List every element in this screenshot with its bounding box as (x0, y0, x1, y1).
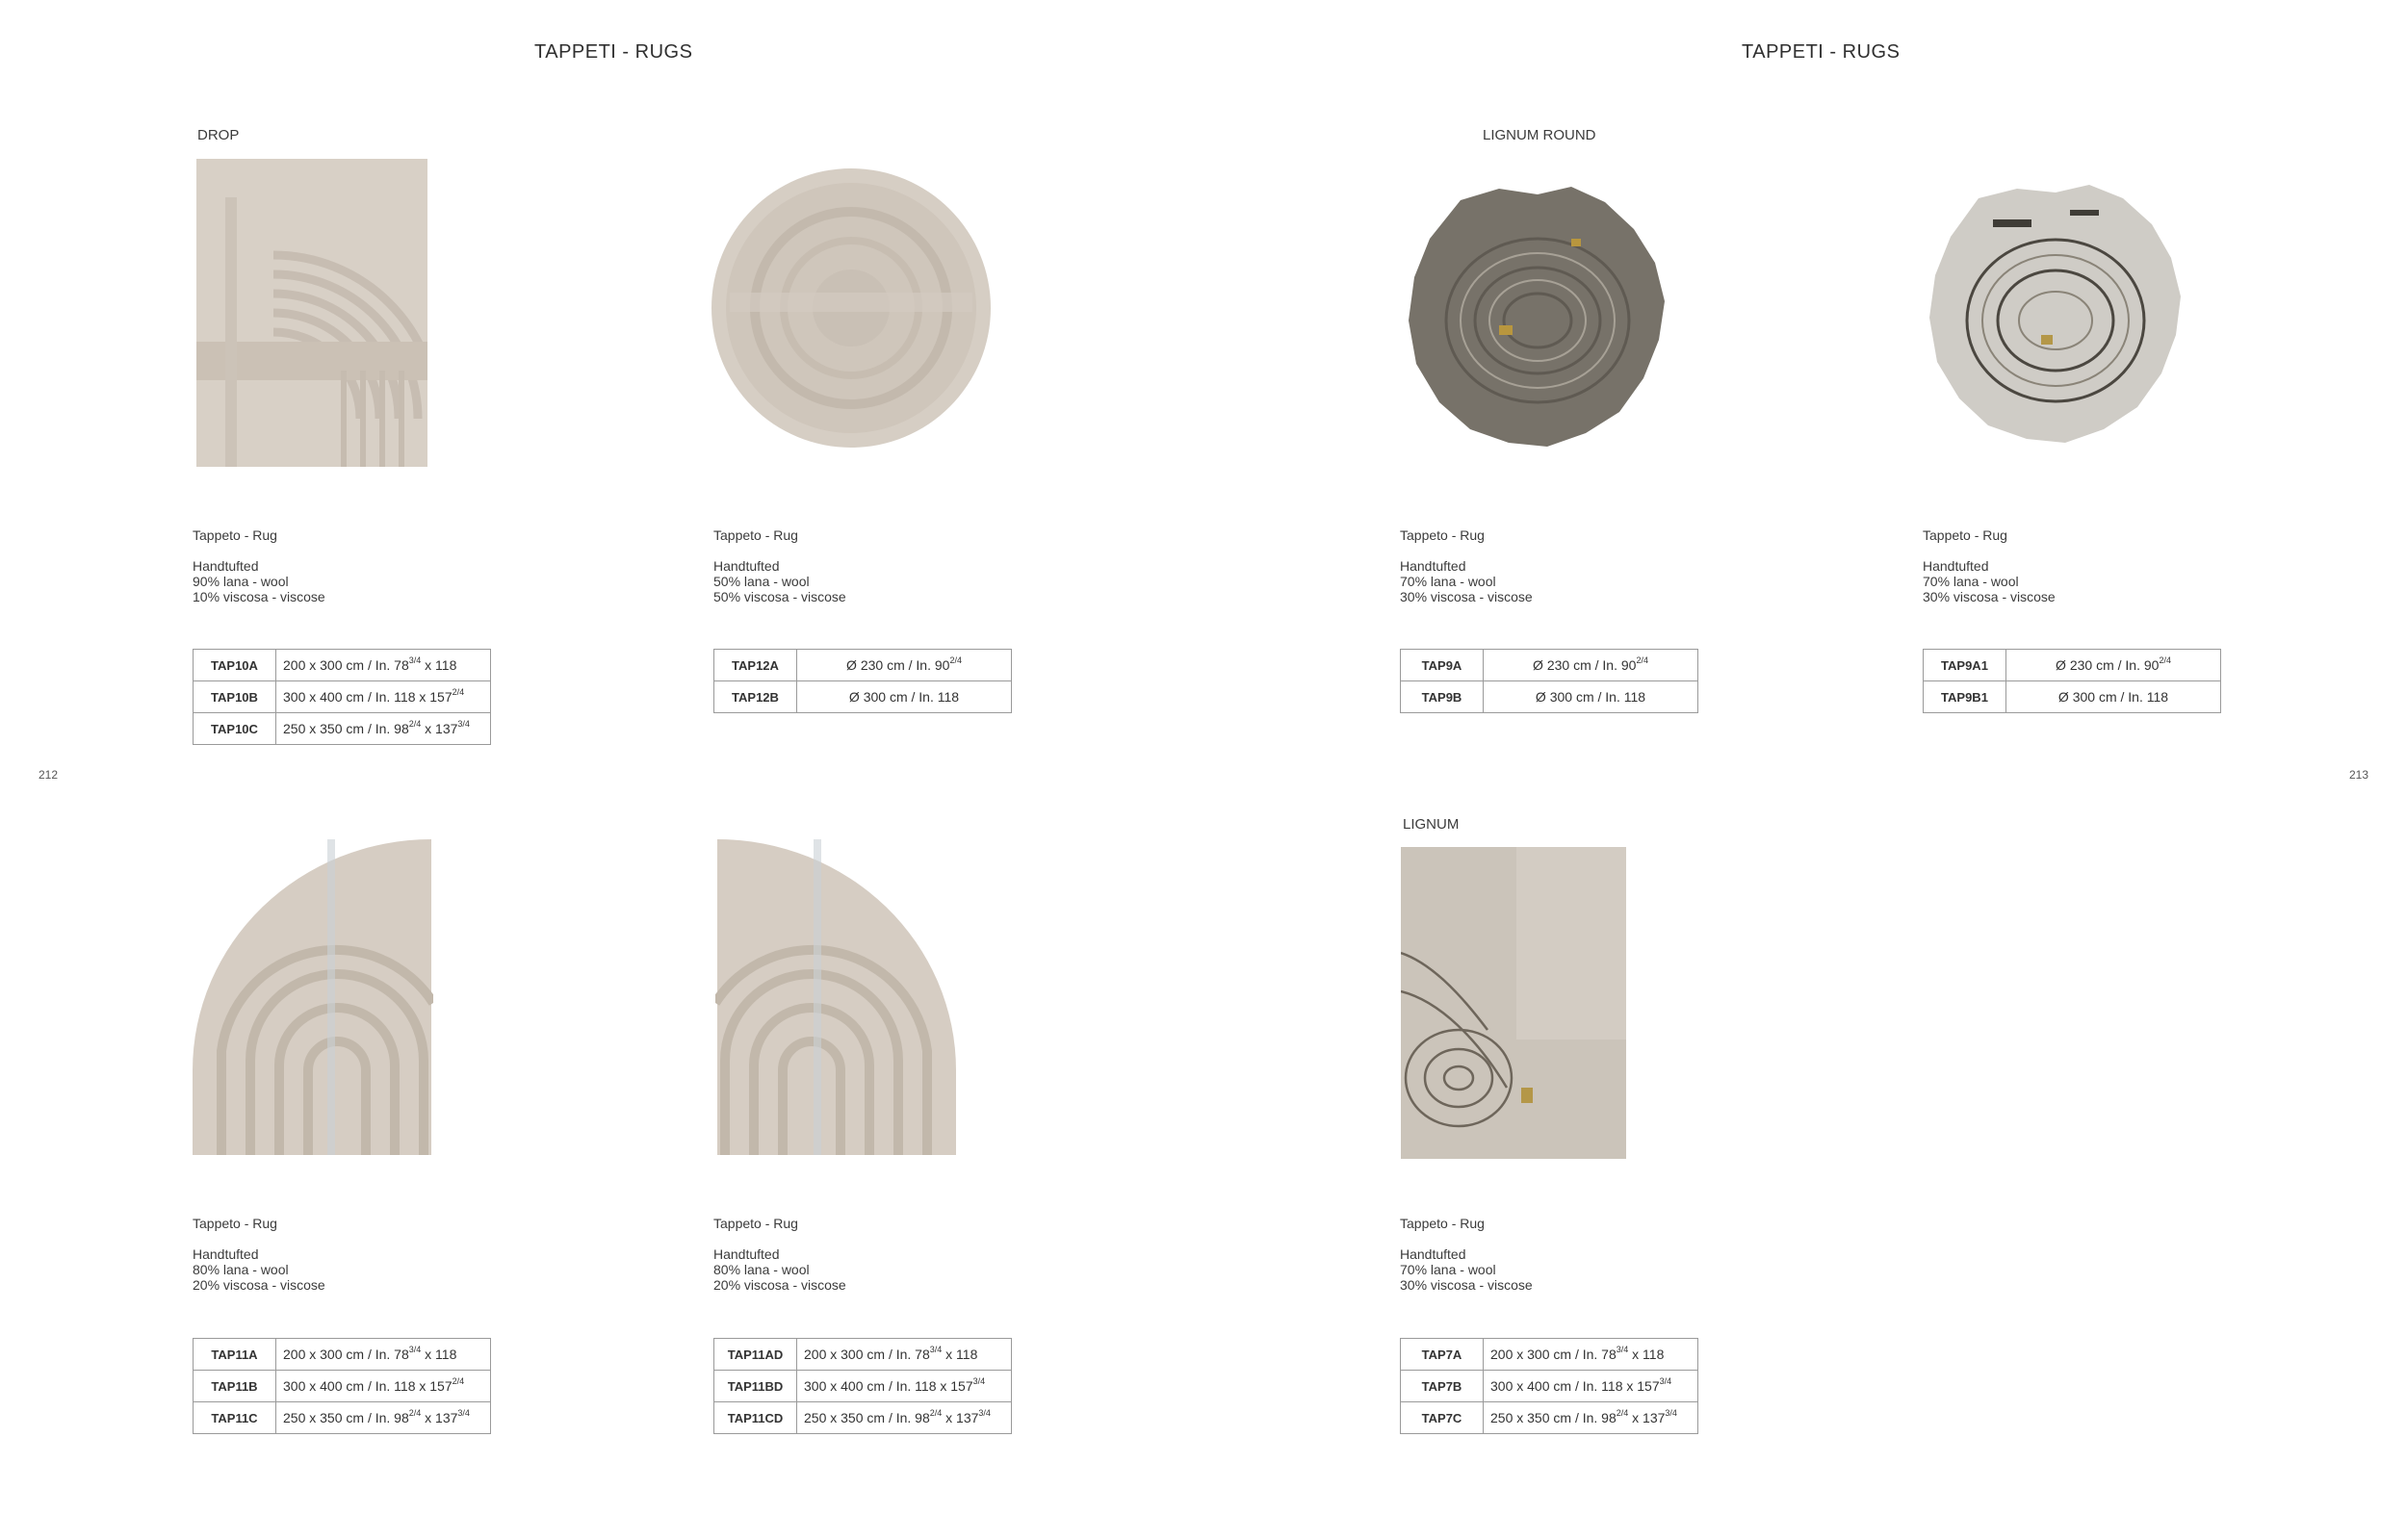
table-row (1401, 1402, 1698, 1434)
product-composition-viscose: 20% viscosa - viscose (193, 1277, 325, 1293)
table-row (194, 1339, 491, 1371)
size-dimensions (2006, 681, 2221, 713)
product-code: TAP9B (1401, 681, 1484, 713)
product-composition-viscose: 30% viscosa - viscose (1923, 589, 2056, 604)
product-code: TAP9A (1401, 650, 1484, 681)
section-title-drop: DROP (197, 127, 240, 143)
product-code: TAP12A (714, 650, 797, 681)
size-fraction: 2/4 (1616, 1408, 1629, 1418)
size-table (1400, 1338, 1698, 1434)
size-text: 300 x 400 cm / In. 118 x 157 (804, 1378, 973, 1394)
product-construction: Handtufted (713, 1246, 780, 1262)
rug-image-drop-arch-left (193, 839, 433, 1155)
product-description (713, 1216, 846, 1293)
size-fraction: 2/4 (452, 687, 465, 697)
size-fraction: 2/4 (408, 1408, 422, 1418)
product-construction: Handtufted (193, 558, 259, 574)
product-code: TAP11CD (714, 1402, 797, 1434)
product-description (1400, 527, 1533, 604)
page-title-right: TAPPETI - RUGS (1742, 41, 1901, 63)
product-code: TAP10C (194, 713, 276, 745)
product-type: Tappeto - Rug (193, 1216, 277, 1231)
size-fraction: 3/4 (457, 719, 470, 729)
table-row (714, 650, 1012, 681)
size-dimensions (797, 681, 1012, 713)
size-text: x 118 (942, 1347, 978, 1362)
size-fraction: 3/4 (978, 1408, 991, 1418)
product-description (193, 1216, 325, 1293)
size-fraction: 3/4 (972, 1376, 986, 1386)
product-code: TAP7A (1401, 1339, 1484, 1371)
product-construction: Handtufted (713, 558, 780, 574)
size-text: x 137 (942, 1410, 979, 1425)
table-row (194, 713, 491, 745)
table-row (714, 1339, 1012, 1371)
table-row (1401, 1371, 1698, 1402)
rug-image-lignum-rect (1401, 847, 1626, 1159)
size-text: 200 x 300 cm / In. 78 (1490, 1347, 1617, 1362)
size-fraction: 3/4 (457, 1408, 470, 1418)
product-type: Tappeto - Rug (1923, 527, 2007, 543)
table-row (714, 1371, 1012, 1402)
size-fraction: 3/4 (929, 1345, 943, 1354)
size-dimensions (1484, 681, 1698, 713)
product-code: TAP11BD (714, 1371, 797, 1402)
size-dimensions (797, 1371, 1012, 1402)
product-construction: Handtufted (1923, 558, 1989, 574)
table-row (714, 1402, 1012, 1434)
table-row (1401, 650, 1698, 681)
product-composition-wool: 50% lana - wool (713, 574, 810, 589)
size-table (713, 649, 1012, 713)
size-text: 200 x 300 cm / In. 78 (283, 657, 409, 673)
size-dimensions (276, 1371, 491, 1402)
product-code: TAP9A1 (1924, 650, 2006, 681)
table-row (194, 650, 491, 681)
size-text: Ø 230 cm / In. 90 (1533, 657, 1637, 673)
size-fraction: 3/4 (408, 655, 422, 665)
rug-image-lignum-round-dark (1403, 181, 1668, 450)
page-number-right: 213 (2349, 768, 2369, 782)
section-title-lignum-round: LIGNUM ROUND (1483, 127, 1596, 143)
size-text: 250 x 350 cm / In. 98 (283, 1410, 409, 1425)
rug-image-lignum-round-light (1926, 181, 2186, 450)
size-dimensions (2006, 650, 2221, 681)
size-text: x 118 (421, 657, 457, 673)
product-construction: Handtufted (193, 1246, 259, 1262)
product-composition-viscose: 10% viscosa - viscose (193, 589, 325, 604)
product-type: Tappeto - Rug (1400, 1216, 1485, 1231)
product-code: TAP11B (194, 1371, 276, 1402)
product-description (1400, 1216, 1533, 1293)
size-dimensions (1484, 1339, 1698, 1371)
size-text: Ø 300 cm / In. 118 (848, 689, 960, 705)
size-text: x 137 (1628, 1410, 1666, 1425)
product-code: TAP7B (1401, 1371, 1484, 1402)
size-table (193, 1338, 491, 1434)
product-code: TAP7C (1401, 1402, 1484, 1434)
product-description (1923, 527, 2056, 604)
product-type: Tappeto - Rug (713, 527, 798, 543)
size-text: 250 x 350 cm / In. 98 (1490, 1410, 1617, 1425)
size-table (1400, 649, 1698, 713)
product-composition-wool: 80% lana - wool (713, 1262, 810, 1277)
product-composition-viscose: 30% viscosa - viscose (1400, 589, 1533, 604)
size-text: x 118 (1628, 1347, 1665, 1362)
size-text: Ø 230 cm / In. 90 (846, 657, 950, 673)
size-table (193, 649, 491, 745)
size-text: x 137 (421, 721, 458, 736)
size-text: 300 x 400 cm / In. 118 x 157 (283, 1378, 453, 1394)
rug-image-drop-arch-right (715, 839, 956, 1155)
size-dimensions (276, 713, 491, 745)
size-fraction: 2/4 (929, 1408, 943, 1418)
size-dimensions (276, 1402, 491, 1434)
table-row (1401, 681, 1698, 713)
product-composition-wool: 70% lana - wool (1923, 574, 2019, 589)
size-text: 300 x 400 cm / In. 118 x 157 (283, 689, 453, 705)
size-fraction: 3/4 (408, 1345, 422, 1354)
page-title-left: TAPPETI - RUGS (534, 41, 693, 63)
size-fraction: 3/4 (1616, 1345, 1629, 1354)
size-text: Ø 300 cm / In. 118 (2057, 689, 2169, 705)
size-dimensions (1484, 1371, 1698, 1402)
page-number-left: 212 (39, 768, 59, 782)
product-composition-wool: 90% lana - wool (193, 574, 289, 589)
size-fraction: 2/4 (1636, 655, 1648, 665)
product-type: Tappeto - Rug (713, 1216, 798, 1231)
table-row (714, 681, 1012, 713)
product-composition-viscose: 30% viscosa - viscose (1400, 1277, 1533, 1293)
size-dimensions (1484, 1402, 1698, 1434)
section-title-lignum: LIGNUM (1403, 816, 1460, 833)
size-text: x 137 (421, 1410, 458, 1425)
rug-image-drop-round (711, 167, 992, 449)
size-dimensions (797, 1339, 1012, 1371)
table-row (1924, 681, 2221, 713)
table-row (1401, 1339, 1698, 1371)
size-text: x 118 (421, 1347, 457, 1362)
size-text: Ø 230 cm / In. 90 (2056, 657, 2160, 673)
size-fraction: 2/4 (949, 655, 962, 665)
product-code: TAP9B1 (1924, 681, 2006, 713)
size-fraction: 2/4 (2159, 655, 2171, 665)
size-fraction: 3/4 (1665, 1408, 1677, 1418)
table-row (194, 1371, 491, 1402)
product-code: TAP11A (194, 1339, 276, 1371)
size-fraction: 3/4 (1659, 1376, 1672, 1386)
product-composition-wool: 80% lana - wool (193, 1262, 289, 1277)
product-composition-wool: 70% lana - wool (1400, 574, 1496, 589)
rug-image-drop-rect (196, 159, 427, 467)
product-composition-viscose: 20% viscosa - viscose (713, 1277, 846, 1293)
product-description (713, 527, 846, 604)
table-row (194, 681, 491, 713)
product-code: TAP11C (194, 1402, 276, 1434)
size-text: 250 x 350 cm / In. 98 (804, 1410, 930, 1425)
size-fraction: 2/4 (408, 719, 422, 729)
product-type: Tappeto - Rug (193, 527, 277, 543)
size-dimensions (276, 650, 491, 681)
size-text: 300 x 400 cm / In. 118 x 157 (1490, 1378, 1660, 1394)
product-code: TAP11AD (714, 1339, 797, 1371)
size-text: Ø 300 cm / In. 118 (1535, 689, 1646, 705)
size-dimensions (797, 650, 1012, 681)
product-composition-viscose: 50% viscosa - viscose (713, 589, 846, 604)
size-fraction: 2/4 (452, 1376, 465, 1386)
product-construction: Handtufted (1400, 1246, 1466, 1262)
size-dimensions (1484, 650, 1698, 681)
product-code: TAP12B (714, 681, 797, 713)
size-text: 250 x 350 cm / In. 98 (283, 721, 409, 736)
product-construction: Handtufted (1400, 558, 1466, 574)
product-description (193, 527, 325, 604)
size-dimensions (797, 1402, 1012, 1434)
size-text: 200 x 300 cm / In. 78 (283, 1347, 409, 1362)
table-row (1924, 650, 2221, 681)
size-table (713, 1338, 1012, 1434)
product-type: Tappeto - Rug (1400, 527, 1485, 543)
product-code: TAP10A (194, 650, 276, 681)
size-dimensions (276, 681, 491, 713)
size-dimensions (276, 1339, 491, 1371)
table-row (194, 1402, 491, 1434)
size-table (1923, 649, 2221, 713)
size-text: 200 x 300 cm / In. 78 (804, 1347, 930, 1362)
product-composition-wool: 70% lana - wool (1400, 1262, 1496, 1277)
product-code: TAP10B (194, 681, 276, 713)
